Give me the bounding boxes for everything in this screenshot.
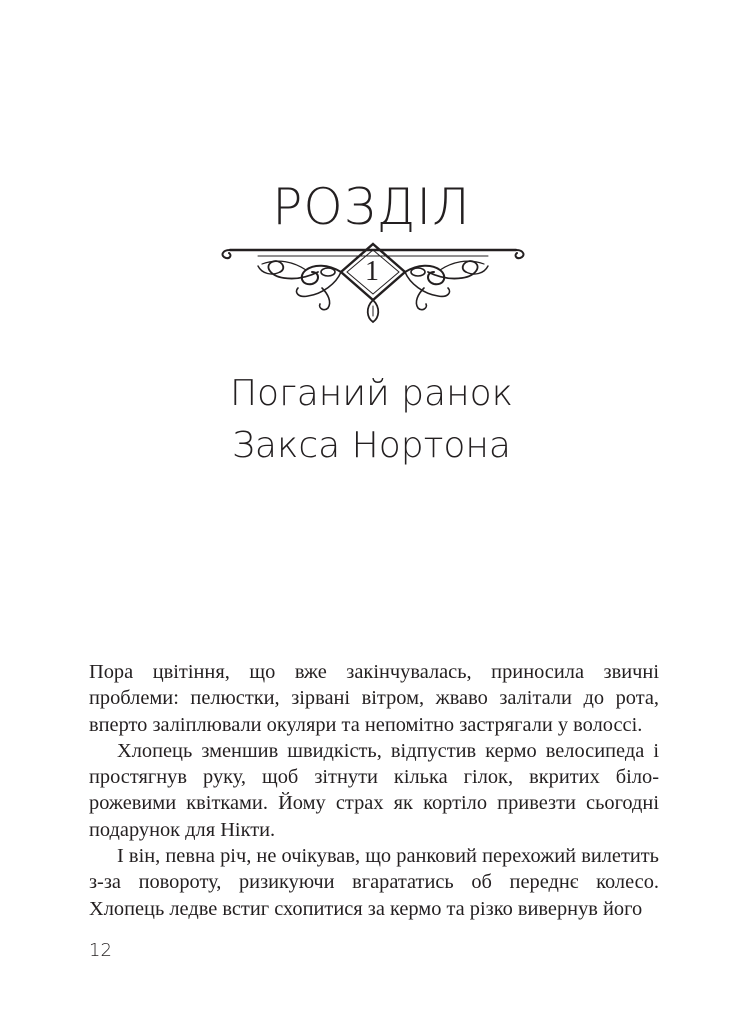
page-number: 12 bbox=[89, 940, 112, 961]
chapter-title bbox=[0, 368, 743, 472]
paragraph: Пора цвітіння, що вже закінчувалась, приносила звичні проблеми: пелюстки, зірвані вітром, жваво залітали до рота, вперто заліплювали окуляри та непомітно застрягали у волоссі. bbox=[89, 661, 659, 736]
chapter-title-line-2: Закса Нортона bbox=[232, 425, 511, 466]
chapter-number: 1 bbox=[365, 256, 379, 287]
paragraph: І він, певна річ, не очікував, що ранковий перехожий вилетить з-за повороту, ризикуючи вгарататись об переднє колесо. Хлопець ледве встиг схопитися за кермо та різко вивернув його bbox=[89, 845, 659, 920]
body-text bbox=[89, 659, 659, 922]
paragraph: Хлопець зменшив швидкість, відпустив кермо велосипеда і простягнув руку, щоб зітнути кілька гілок, вкритих біло-рожевими квітками. Йому страх як кортіло привезти сьогодні подарунок для Нікти. bbox=[89, 739, 659, 841]
chapter-heading: РОЗДІЛ bbox=[272, 178, 471, 236]
chapter-title-line-1: Поганий ранок bbox=[229, 373, 514, 414]
